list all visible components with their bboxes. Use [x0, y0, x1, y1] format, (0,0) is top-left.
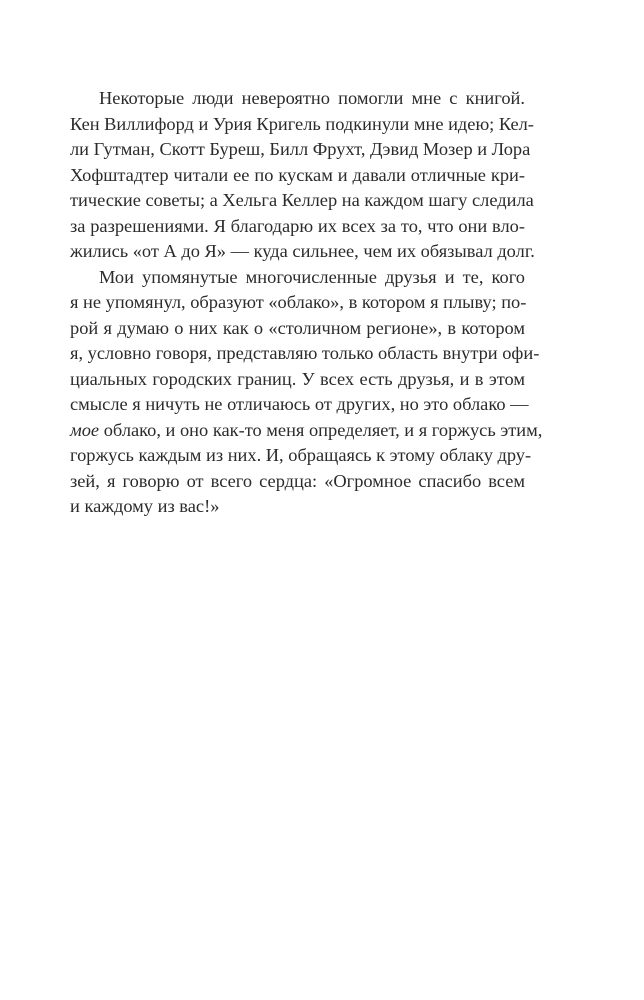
text-line: я, условно говоря, представляю только область внутри офи- [70, 343, 540, 363]
text-line: Хофштадтер читали ее по кускам и давали отличные кри- [70, 164, 525, 185]
text-line: смысле я ничуть не отличаюсь от других, но это облако — [70, 394, 529, 414]
text-line: тические советы; а Хельга Келлер на каждом шагу следила [70, 190, 534, 210]
text-line: рой я думаю о них как о «столичном регионе», в котором [70, 317, 525, 338]
text-line: циальных городских границ. У всех есть друзья, и в этом [70, 368, 525, 389]
acknowledgements-text [70, 86, 543, 520]
text-line-with-italic [70, 418, 543, 444]
paragraph-2 [70, 265, 543, 520]
text-line: я не упомянул, образуют «облако», в котором я плыву; по- [70, 292, 527, 312]
text-line: ли Гутман, Скотт Буреш, Билл Фрухт, Дэвид Мозер и Лора [70, 139, 531, 159]
text-line: Некоторые люди невероятно помогли мне с книгой. [99, 88, 525, 108]
text-line: Кен Виллифорд и Урия Кригель подкинули мне идею; Кел- [70, 113, 534, 134]
text-line: Мои упомянутые многочисленные друзья и те, кого [99, 266, 525, 287]
text-line: зей, я говорю от всего сердца: «Огромное спасибо всем [70, 470, 525, 491]
paragraph-1 [70, 86, 535, 265]
text-line: горжусь каждым из них. И, обращаясь к этому облаку дру- [70, 445, 532, 465]
text-line: и каждому из вас!» [70, 496, 220, 516]
text-line: жились «от А до Я» — куда сильнее, чем их обязывал долг. [70, 241, 535, 261]
text-line-rest: облако, и оно как-то меня определяет, и я горжусь этим, [103, 419, 543, 440]
italic-word: мое [70, 419, 100, 440]
text-line: за разрешениями. Я благодарю их всех за то, что они вло- [70, 215, 525, 236]
